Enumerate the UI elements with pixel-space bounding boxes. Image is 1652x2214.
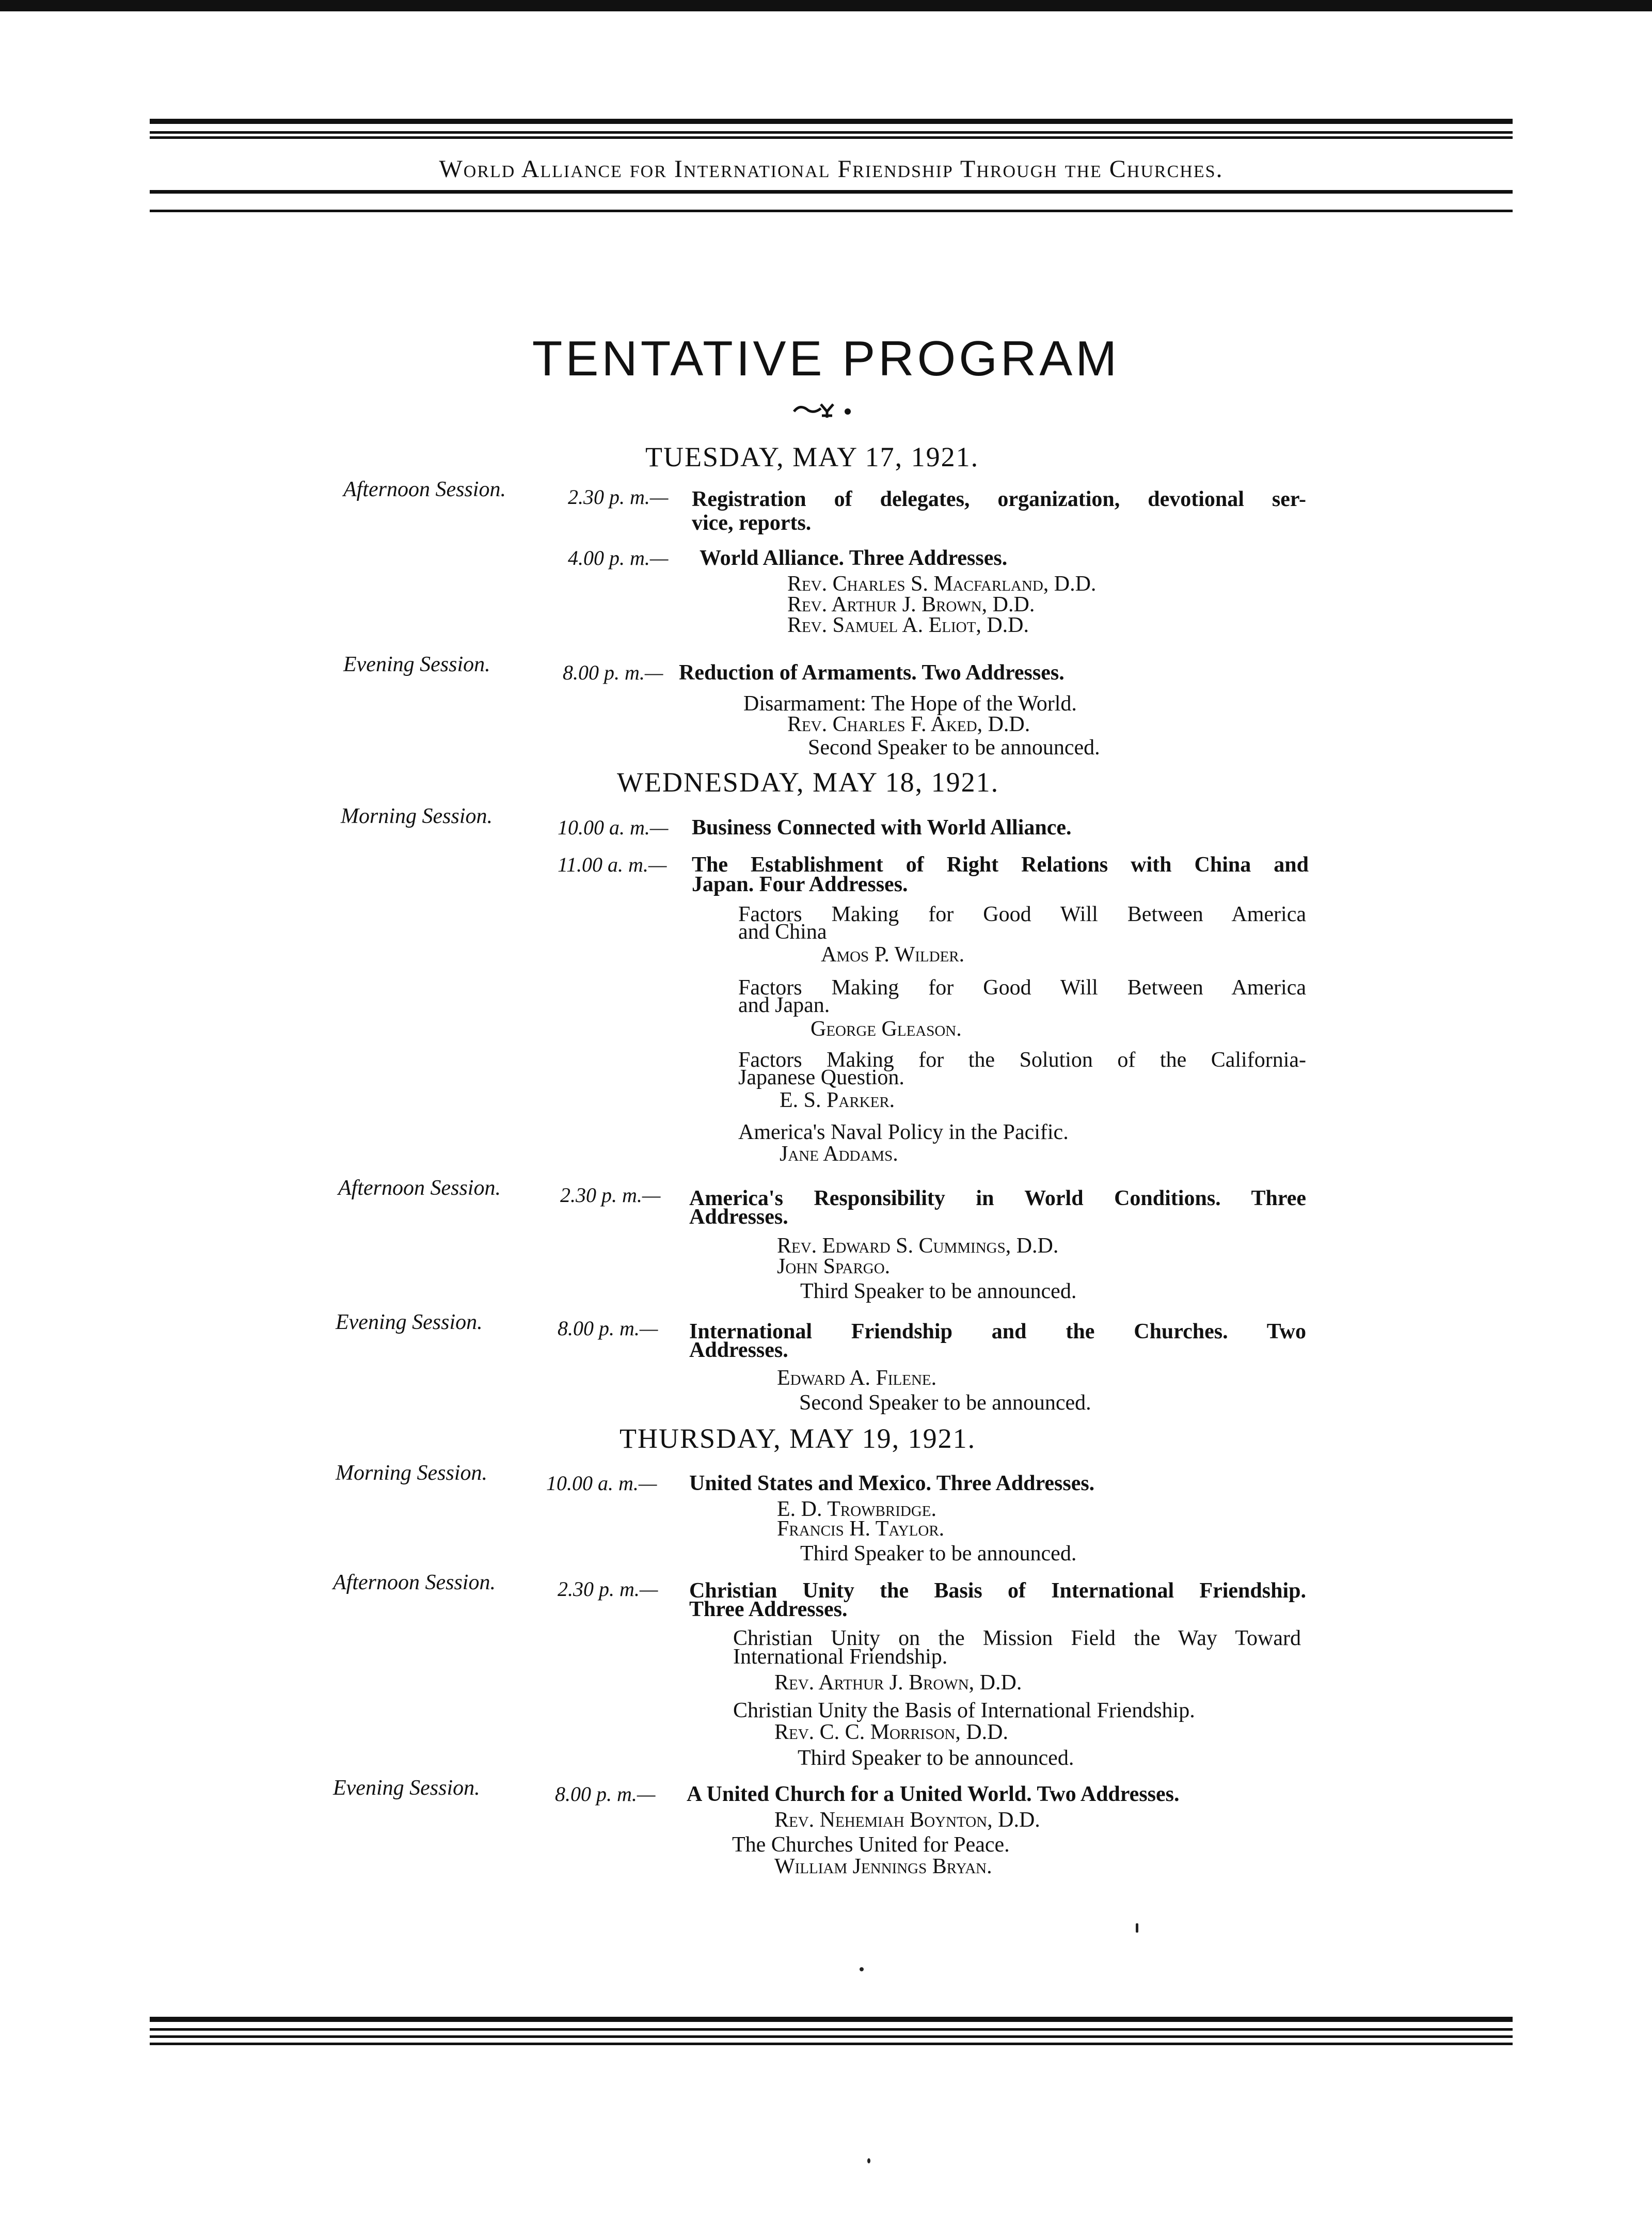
scan-edge [0,0,1652,11]
header-rule [150,131,1513,134]
address-topic: Factors Making for the Solution of the California- [738,1048,1306,1072]
speaker-name: Rev. Charles F. Aked, D.D. [787,713,1030,736]
address-topic: and Japan. [738,993,830,1017]
day-heading: TUESDAY, MAY 17, 1921. [645,441,979,472]
session-time: 8.00 p. m.— [555,1782,656,1806]
session-time: 4.00 p. m.— [568,546,669,570]
speaker-name: E. S. Parker. [780,1088,895,1112]
session-time: 2.30 p. m.— [558,1577,658,1601]
program-item-title: Registration of delegates, organization, devotional ser- [692,487,1306,511]
session-time: 2.30 p. m.— [560,1183,661,1207]
scan-speck [860,1967,864,1971]
address-topic: Japanese Question. [738,1066,904,1089]
session-label: Afternoon Session. [338,1176,501,1200]
footer-rule [150,2043,1513,2045]
speaker-note: Third Speaker to be announced. [800,1279,1077,1303]
speaker-name: George Gleason. [811,1017,962,1041]
speaker-name: William Jennings Bryan. [774,1855,992,1878]
address-topic: Factors Making for Good Will Between America [738,976,1306,1000]
address-topic: The Churches United for Peace. [732,1833,1010,1857]
speaker-name: Rev. Samuel A. Eliot, D.D. [787,613,1029,637]
speaker-note: Third Speaker to be announced. [800,1542,1077,1565]
scan-speck [1136,1923,1138,1933]
speaker-name: John Spargo. [777,1255,891,1278]
speaker-name: Francis H. Taylor. [777,1517,945,1541]
session-label: Morning Session. [336,1461,487,1485]
speaker-note: Third Speaker to be announced. [798,1746,1074,1770]
session-time: 10.00 a. m.— [546,1472,657,1495]
speaker-note: Second Speaker to be announced. [799,1391,1091,1415]
session-label: Afternoon Session. [343,478,506,501]
session-label: Evening Session. [336,1310,483,1334]
program-item-title: America's Responsibility in World Conditions. Three [689,1187,1306,1210]
address-topic: and China [738,920,827,944]
speaker-name: Rev. Charles S. Macfarland, D.D. [787,572,1097,596]
speaker-name: Amos P. Wilder. [821,943,965,967]
address-topic: International Friendship. [733,1645,948,1669]
page-title: TENTATIVE PROGRAM [532,331,1120,386]
header-rule [150,136,1513,139]
session-label: Morning Session. [341,804,493,828]
session-label: Evening Session. [343,653,490,676]
header-rule [150,119,1513,124]
session-time: 8.00 p. m.— [558,1317,658,1340]
session-time: 8.00 p. m.— [563,661,663,684]
header-rule [150,190,1513,194]
program-item-title: Three Addresses. [689,1598,848,1621]
day-heading: THURSDAY, MAY 19, 1921. [620,1423,976,1454]
session-label: Afternoon Session. [333,1571,496,1594]
address-topic: America's Naval Policy in the Pacific. [738,1120,1069,1144]
program-item-title: United States and Mexico. Three Addresses. [689,1472,1095,1495]
address-topic: Disarmament: The Hope of the World. [743,692,1077,716]
footer-rule [150,2017,1513,2022]
program-item-title: The Establishment of Right Relations with China and [692,853,1309,877]
program-item-title: Japan. Four Addresses. [692,873,908,896]
session-label: Evening Session. [333,1776,480,1800]
address-topic: Christian Unity on the Mission Field the Way Toward [733,1626,1301,1650]
speaker-name: Rev. C. C. Morrison, D.D. [774,1720,1009,1744]
program-item-title: Reduction of Armaments. Two Addresses. [679,661,1065,685]
running-header: World Alliance for International Friendship Through the Churches. [439,155,1224,183]
speaker-name: Rev. Edward S. Cummings, D.D. [777,1234,1059,1258]
program-item-title: vice, reports. [692,511,812,535]
program-item-title: Business Connected with World Alliance. [692,816,1072,840]
footer-rule [150,2028,1513,2031]
fleuron-ornament-icon [790,400,862,421]
speaker-note: Second Speaker to be announced. [808,736,1100,760]
day-heading: WEDNESDAY, MAY 18, 1921. [617,767,999,798]
program-item-title: Addresses. [689,1205,788,1229]
session-time: 2.30 p. m.— [568,485,669,509]
speaker-name: Rev. Arthur J. Brown, D.D. [774,1671,1022,1695]
scan-speck [867,2158,870,2163]
program-item-title: International Friendship and the Churches. Two [689,1320,1306,1343]
footer-rule [150,2035,1513,2038]
address-topic: Factors Making for Good Will Between America [738,903,1306,926]
speaker-name: Edward A. Filene. [777,1366,937,1390]
session-time: 11.00 a. m.— [558,853,667,876]
program-item-title: Addresses. [689,1338,788,1362]
program-item-title: World Alliance. Three Addresses. [700,546,1008,570]
session-time: 10.00 a. m.— [558,816,669,839]
speaker-name: Rev. Nehemiah Boynton, D.D. [774,1808,1040,1832]
speaker-name: Jane Addams. [780,1142,898,1166]
speaker-name: E. D. Trowbridge. [777,1497,936,1521]
program-item-title: Christian Unity the Basis of International Friendship. [689,1579,1306,1603]
header-rule [150,210,1513,212]
address-topic: Christian Unity the Basis of International Friendship. [733,1699,1195,1722]
speaker-name: Rev. Arthur J. Brown, D.D. [787,593,1035,616]
program-item-title: A United Church for a United World. Two Addresses. [687,1782,1180,1806]
